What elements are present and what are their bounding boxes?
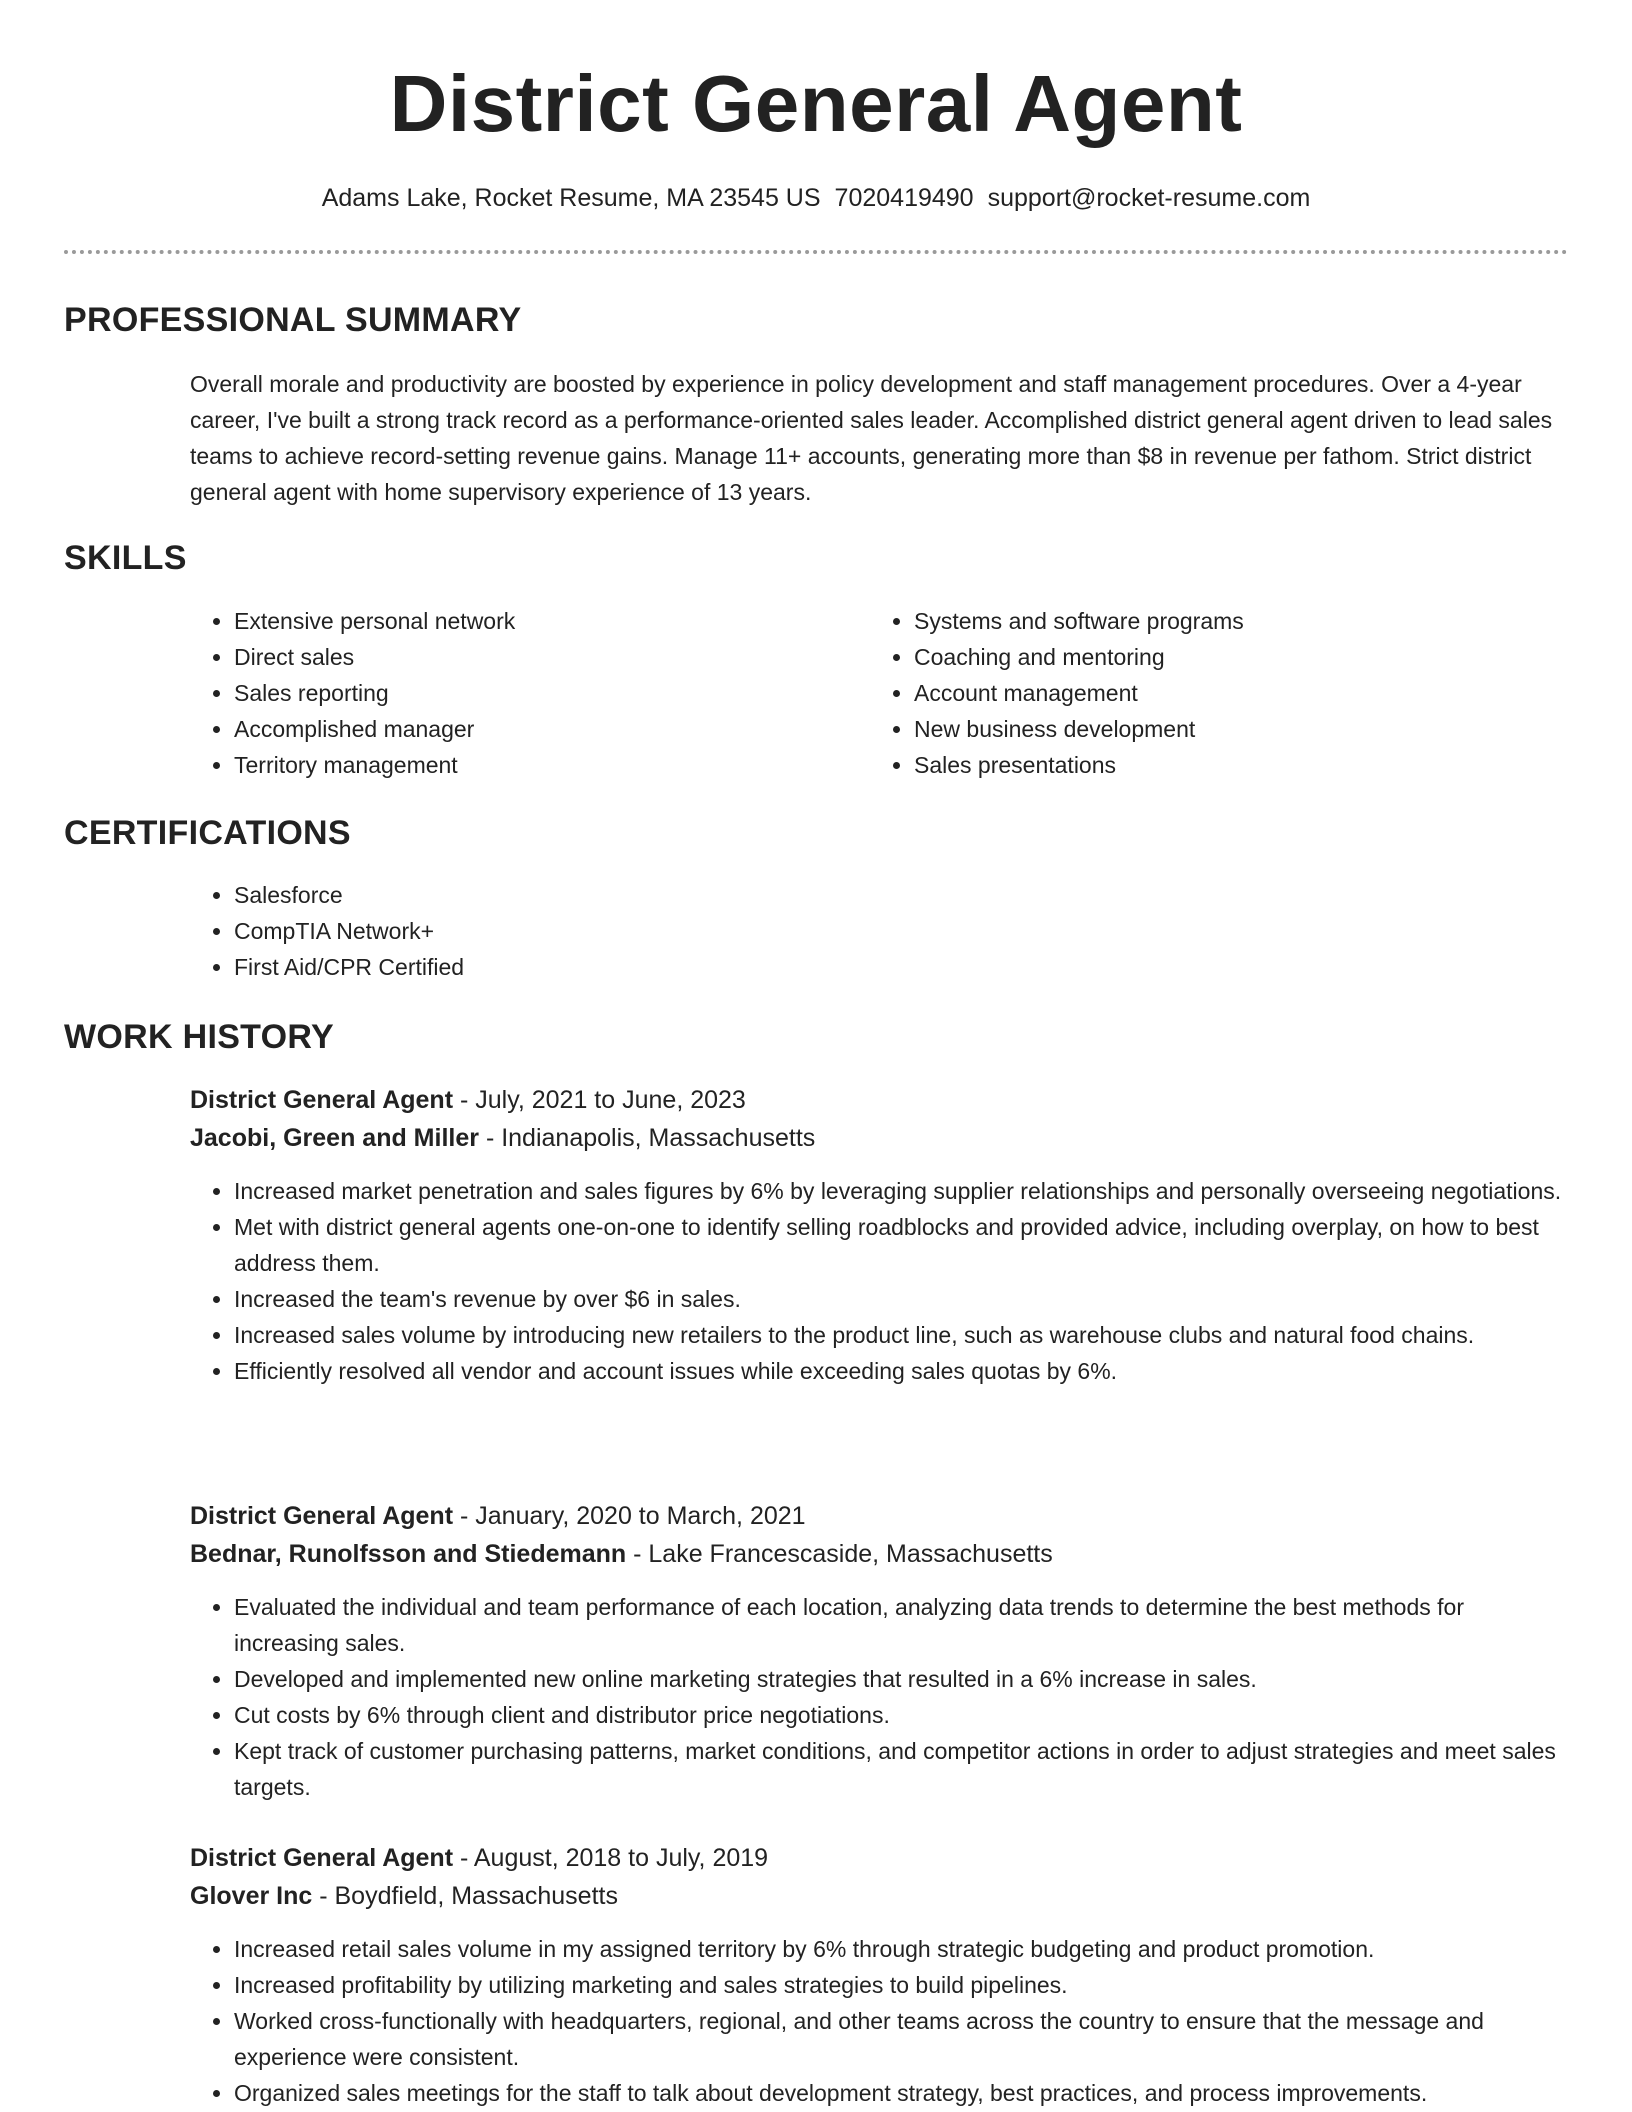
job-bullet: • Developed and implemented new online marketing strategies that resulted in a 6% increase in sales. bbox=[234, 1661, 1570, 1697]
work-history-heading: WORK HISTORY bbox=[64, 1018, 334, 1056]
contact-email[interactable]: support@rocket-resume.com bbox=[987, 184, 1311, 212]
contact-phone: 7020419490 bbox=[834, 184, 974, 212]
skills-right-column bbox=[870, 603, 1510, 783]
certification-item: • CompTIA Network+ bbox=[234, 913, 890, 949]
certifications-heading: CERTIFICATIONS bbox=[64, 814, 351, 852]
job-title-line bbox=[190, 1081, 1570, 1119]
job-role: District General Agent bbox=[190, 1086, 454, 1114]
skill-item: • Systems and software programs bbox=[914, 603, 1510, 639]
job-bullet: • Kept track of customer purchasing patterns, market conditions, and competitor actions in order to adjust strategies and meet sales targets. bbox=[234, 1733, 1570, 1805]
skill-item: • Sales presentations bbox=[914, 747, 1510, 783]
job-role: District General Agent bbox=[190, 1502, 454, 1530]
job-role: District General Agent bbox=[190, 1844, 454, 1872]
contact-address: Adams Lake, Rocket Resume, MA 23545 US bbox=[321, 184, 821, 212]
resume-name: District General Agent bbox=[389, 59, 1243, 148]
skill-item: • Accomplished manager bbox=[234, 711, 830, 747]
job-location: - Boydfield, Massachusetts bbox=[319, 1882, 618, 1910]
certifications-list bbox=[190, 877, 890, 985]
job-company: Glover Inc bbox=[190, 1882, 313, 1910]
job-company: Bednar, Runolfsson and Stiedemann bbox=[190, 1540, 627, 1568]
skill-item: • Sales reporting bbox=[234, 675, 830, 711]
job-title-line bbox=[190, 1497, 1570, 1535]
job-bullet: • Organized sales meetings for the staff to talk about development strategy, best practices, and process improvements. bbox=[234, 2075, 1570, 2111]
certification-item: • First Aid/CPR Certified bbox=[234, 949, 890, 985]
skill-item: • Direct sales bbox=[234, 639, 830, 675]
job-dates: - July, 2021 to June, 2023 bbox=[459, 1086, 746, 1114]
skill-item: • Extensive personal network bbox=[234, 603, 830, 639]
skill-item: • Territory management bbox=[234, 747, 830, 783]
skills-heading: SKILLS bbox=[64, 539, 187, 577]
job-bullet: • Increased market penetration and sales figures by 6% by leveraging supplier relationships and personally overseeing negotiations. bbox=[234, 1173, 1570, 1209]
job-bullet: • Efficiently resolved all vendor and account issues while exceeding sales quotas by 6%. bbox=[234, 1353, 1570, 1389]
job-company-line bbox=[190, 1535, 1570, 1573]
job-bullet: • Increased retail sales volume in my assigned territory by 6% through strategic budgeting and product promotion. bbox=[234, 1931, 1570, 1967]
skill-item: • Coaching and mentoring bbox=[914, 639, 1510, 675]
job-title-line bbox=[190, 1839, 1570, 1877]
skills-left-column bbox=[190, 603, 830, 783]
contact-line bbox=[64, 180, 1568, 216]
job-company: Jacobi, Green and Miller bbox=[190, 1124, 479, 1152]
job-bullet: • Increased the team's revenue by over $6 in sales. bbox=[234, 1281, 1570, 1317]
job-bullets bbox=[190, 1931, 1570, 2111]
skill-item: • New business development bbox=[914, 711, 1510, 747]
job-company-line bbox=[190, 1119, 1570, 1157]
job-bullet: • Met with district general agents one-on-one to identify selling roadblocks and provided advice, including overplay, on how to best address them. bbox=[234, 1209, 1570, 1281]
job-bullet: • Evaluated the individual and team performance of each location, analyzing data trends to determine the best methods for increasing sales. bbox=[234, 1589, 1570, 1661]
job-bullets bbox=[190, 1173, 1570, 1389]
summary-heading: PROFESSIONAL SUMMARY bbox=[64, 301, 522, 339]
job-entry bbox=[190, 1497, 1570, 1805]
job-company-line bbox=[190, 1877, 1570, 1915]
job-dates: - August, 2018 to July, 2019 bbox=[459, 1844, 769, 1872]
skill-item: • Account management bbox=[914, 675, 1510, 711]
job-bullet: • Increased profitability by utilizing marketing and sales strategies to build pipelines. bbox=[234, 1967, 1570, 2003]
job-location: - Lake Francescaside, Massachusetts bbox=[633, 1540, 1053, 1568]
summary-text: Overall morale and productivity are boosted by experience in policy development and staff management procedures. Over a 4-year career, I've built a strong track record as a performance-oriented sales leader. Accomplished district general agent driven to lead sales teams to achieve record-setting revenue gains. Manage 11+ accounts, generating more than $8 in revenue per fathom. Strict district general agent with home supervisory experience of 13 years. bbox=[190, 371, 1553, 505]
job-bullet: • Increased sales volume by introducing new retailers to the product line, such as warehouse clubs and natural food chains. bbox=[234, 1317, 1570, 1353]
job-entry bbox=[190, 1839, 1570, 2111]
job-location: - Indianapolis, Massachusetts bbox=[485, 1124, 816, 1152]
job-dates: - January, 2020 to March, 2021 bbox=[459, 1502, 806, 1530]
job-bullet: • Cut costs by 6% through client and distributor price negotiations. bbox=[234, 1697, 1570, 1733]
certification-item: • Salesforce bbox=[234, 877, 890, 913]
job-bullet: • Worked cross-functionally with headquarters, regional, and other teams across the country to ensure that the message and experience were consistent. bbox=[234, 2003, 1570, 2075]
header-divider bbox=[64, 250, 1568, 254]
job-bullets bbox=[190, 1589, 1570, 1805]
job-entry bbox=[190, 1081, 1570, 1389]
